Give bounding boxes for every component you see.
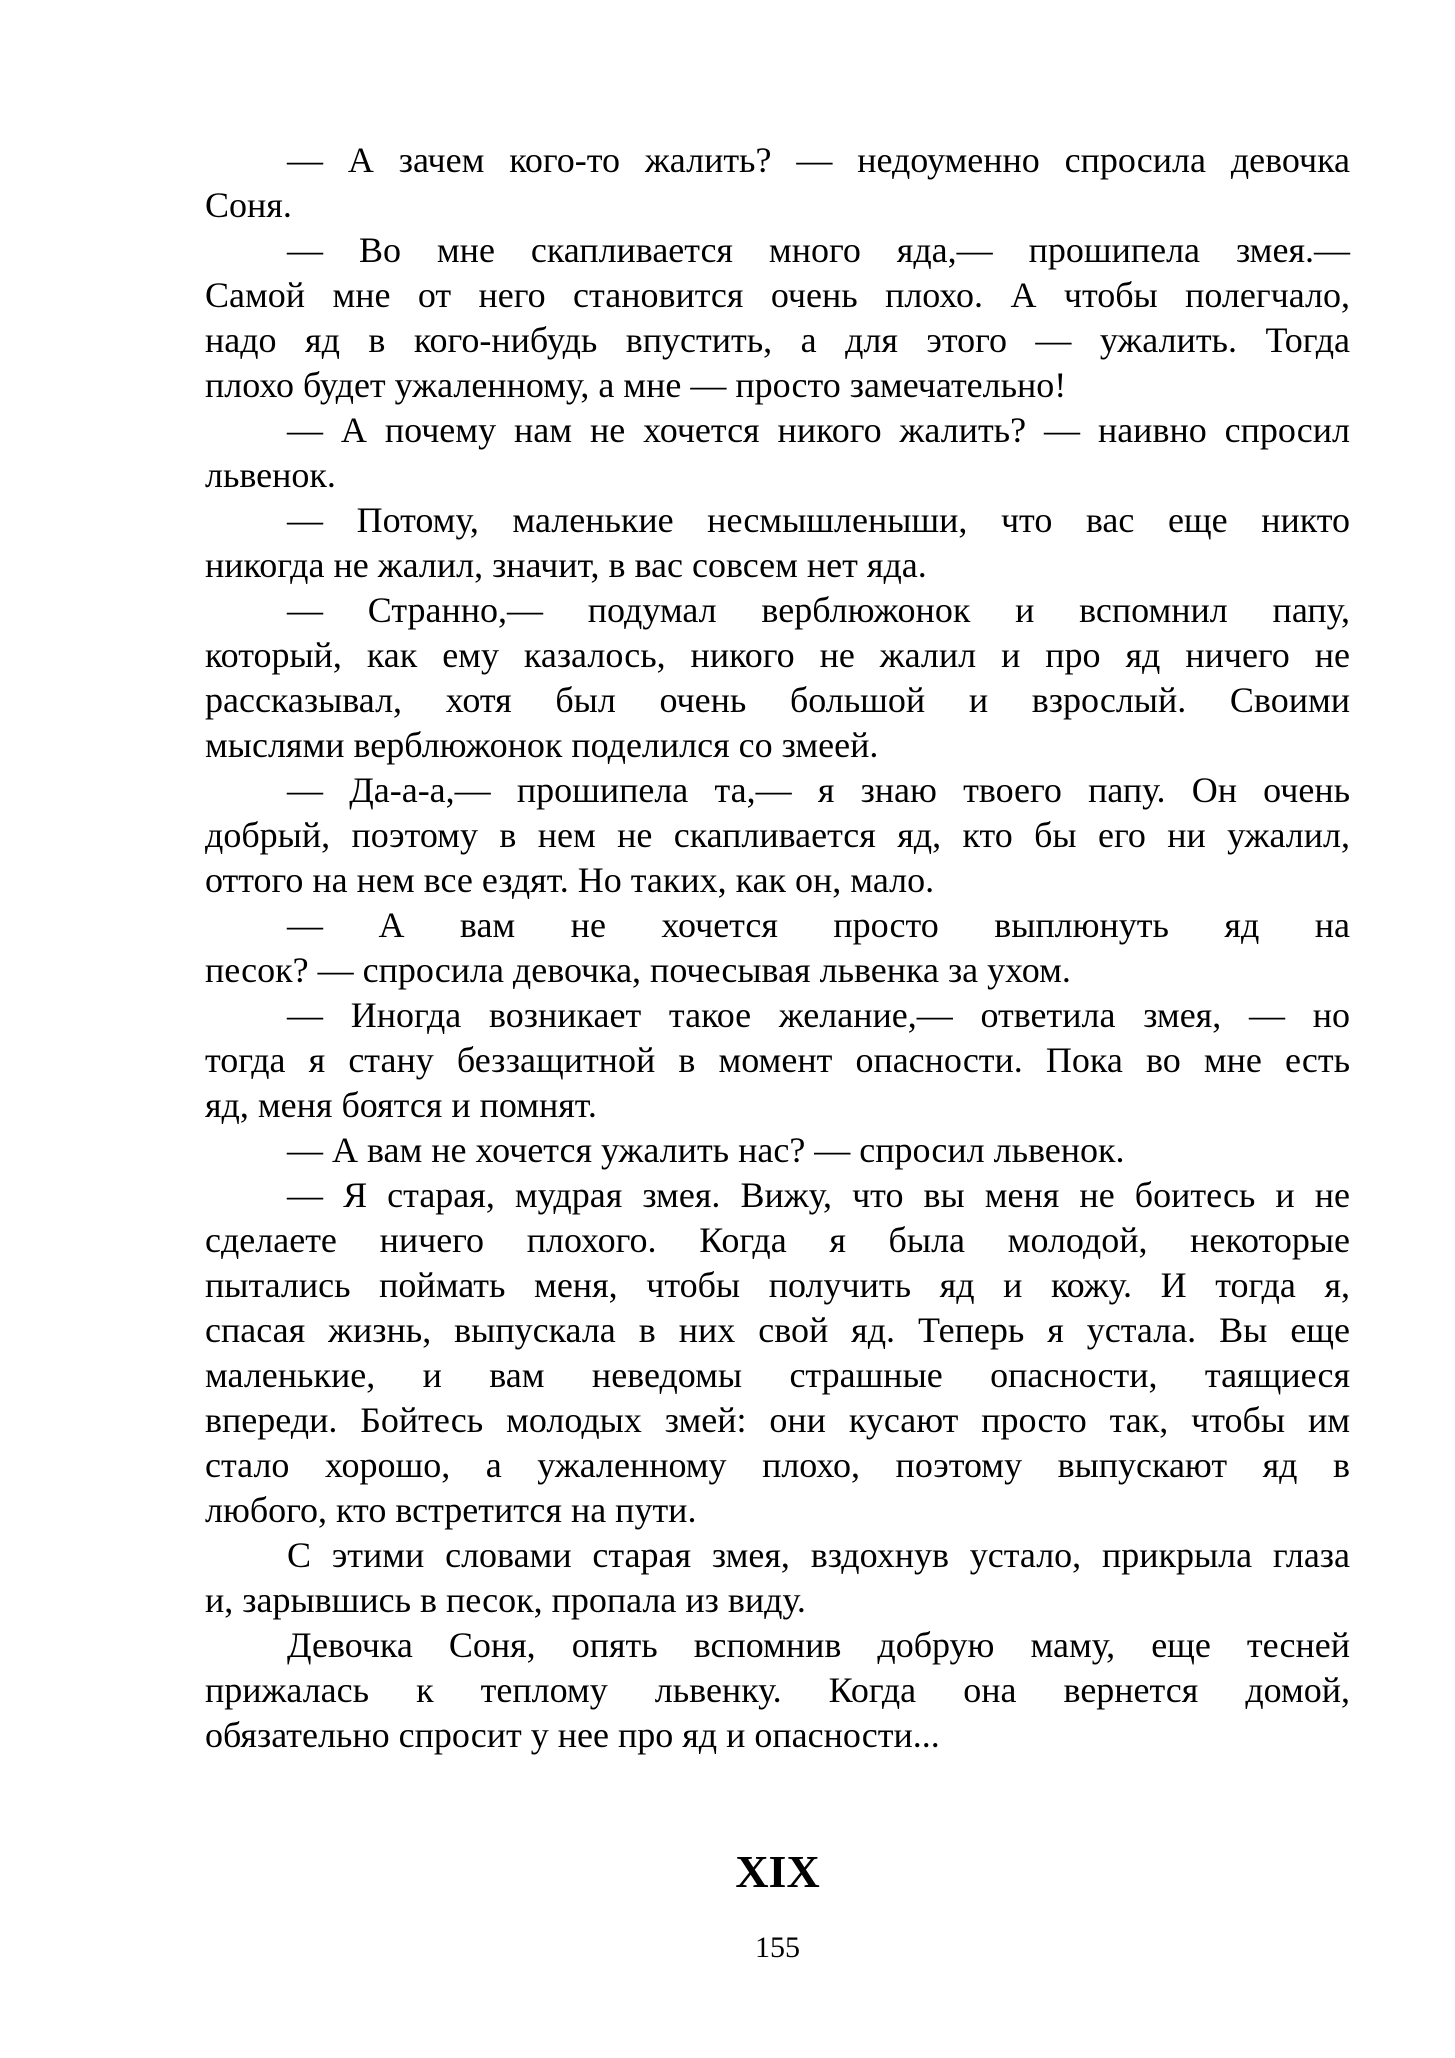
paragraph-1-line-2: Соня. (205, 185, 292, 225)
paragraph-5-line-3: рассказывал, хотя был очень большой и взрослый. Своими (205, 680, 1350, 720)
paragraph-5-line-1: — Странно,— подумал верблюжонок и вспомнил папу, (287, 590, 1350, 630)
paragraph-9-line-1: — А вам не хочется ужалить нас? — спросил львенок. (287, 1130, 1125, 1170)
paragraph-8-line-1: — Иногда возникает такое желание,— ответила змея, — но (287, 995, 1350, 1035)
paragraph-11-line-2: и, зарывшись в песок, пропала из виду. (205, 1580, 806, 1620)
paragraph-12-line-3: обязательно спросит у нее про яд и опасности... (205, 1715, 940, 1755)
paragraph-10-line-5: маленькие, и вам неведомы страшные опасности, таящиеся (205, 1355, 1350, 1395)
paragraph-2-line-2: Самой мне от него становится очень плохо. А чтобы полегчало, (205, 275, 1350, 315)
paragraph-7-line-2: песок? — спросила девочка, почесывая львенка за ухом. (205, 950, 1071, 990)
paragraph-11-line-1: С этими словами старая змея, вздохнув устало, прикрыла глаза (287, 1535, 1350, 1575)
paragraph-2-line-3: надо яд в кого-нибудь впустить, а для этого — ужалить. Тогда (205, 320, 1350, 360)
paragraph-2-line-4: плохо будет ужаленному, а мне — просто замечательно! (205, 365, 1067, 405)
paragraph-3-line-2: львенок. (205, 455, 336, 495)
paragraph-5-line-2: который, как ему казалось, никого не жалил и про яд ничего не (205, 635, 1350, 675)
paragraph-2-line-1: — Во мне скапливается много яда,— прошипела змея.— (287, 230, 1350, 270)
paragraph-10-line-8: любого, кто встретится на пути. (205, 1490, 697, 1530)
paragraph-10-line-2: сделаете ничего плохого. Когда я была молодой, некоторые (205, 1220, 1350, 1260)
paragraph-6-line-2: добрый, поэтому в нем не скапливается яд, кто бы его ни ужалил, (205, 815, 1350, 855)
paragraph-3-line-1: — А почему нам не хочется никого жалить? — наивно спросил (287, 410, 1350, 450)
paragraph-8-line-3: яд, меня боятся и помнят. (205, 1085, 597, 1125)
paragraph-12-line-2: прижалась к теплому львенку. Когда она вернется домой, (205, 1670, 1350, 1710)
paragraph-10-line-1: — Я старая, мудрая змея. Вижу, что вы меня не боитесь и не (287, 1175, 1350, 1215)
section-heading: XIX (735, 1846, 820, 1897)
paragraph-1-line-1: — А зачем кого-то жалить? — недоуменно спросила девочка (287, 140, 1350, 180)
page-number: 155 (755, 1931, 800, 1964)
paragraph-6-line-3: оттого на нем все ездят. Но таких, как он, мало. (205, 860, 935, 900)
body-text (205, 138, 1350, 1758)
paragraph-10-line-6: впереди. Бойтесь молодых змей: они кусают просто так, чтобы им (205, 1400, 1350, 1440)
paragraph-7-line-1: — А вам не хочется просто выплюнуть яд на (287, 905, 1350, 945)
paragraph-4-line-2: никогда не жалил, значит, в вас совсем нет яда. (205, 545, 927, 585)
paragraph-4-line-1: — Потому, маленькие несмышленыши, что вас еще никто (287, 500, 1350, 540)
paragraph-10-line-7: стало хорошо, а ужаленному плохо, поэтому выпускают яд в (205, 1445, 1350, 1485)
paragraph-6-line-1: — Да-а-а,— прошипела та,— я знаю твоего папу. Он очень (287, 770, 1350, 810)
paragraph-5-line-4: мыслями верблюжонок поделился со змеей. (205, 725, 879, 765)
paragraph-8-line-2: тогда я стану беззащитной в момент опасности. Пока во мне есть (205, 1040, 1350, 1080)
paragraph-10-line-3: пытались поймать меня, чтобы получить яд и кожу. И тогда я, (205, 1265, 1350, 1305)
paragraph-10-line-4: спасая жизнь, выпускала в них свой яд. Теперь я устала. Вы еще (205, 1310, 1350, 1350)
paragraph-12-line-1: Девочка Соня, опять вспомнив добрую маму, еще тесней (287, 1625, 1350, 1665)
